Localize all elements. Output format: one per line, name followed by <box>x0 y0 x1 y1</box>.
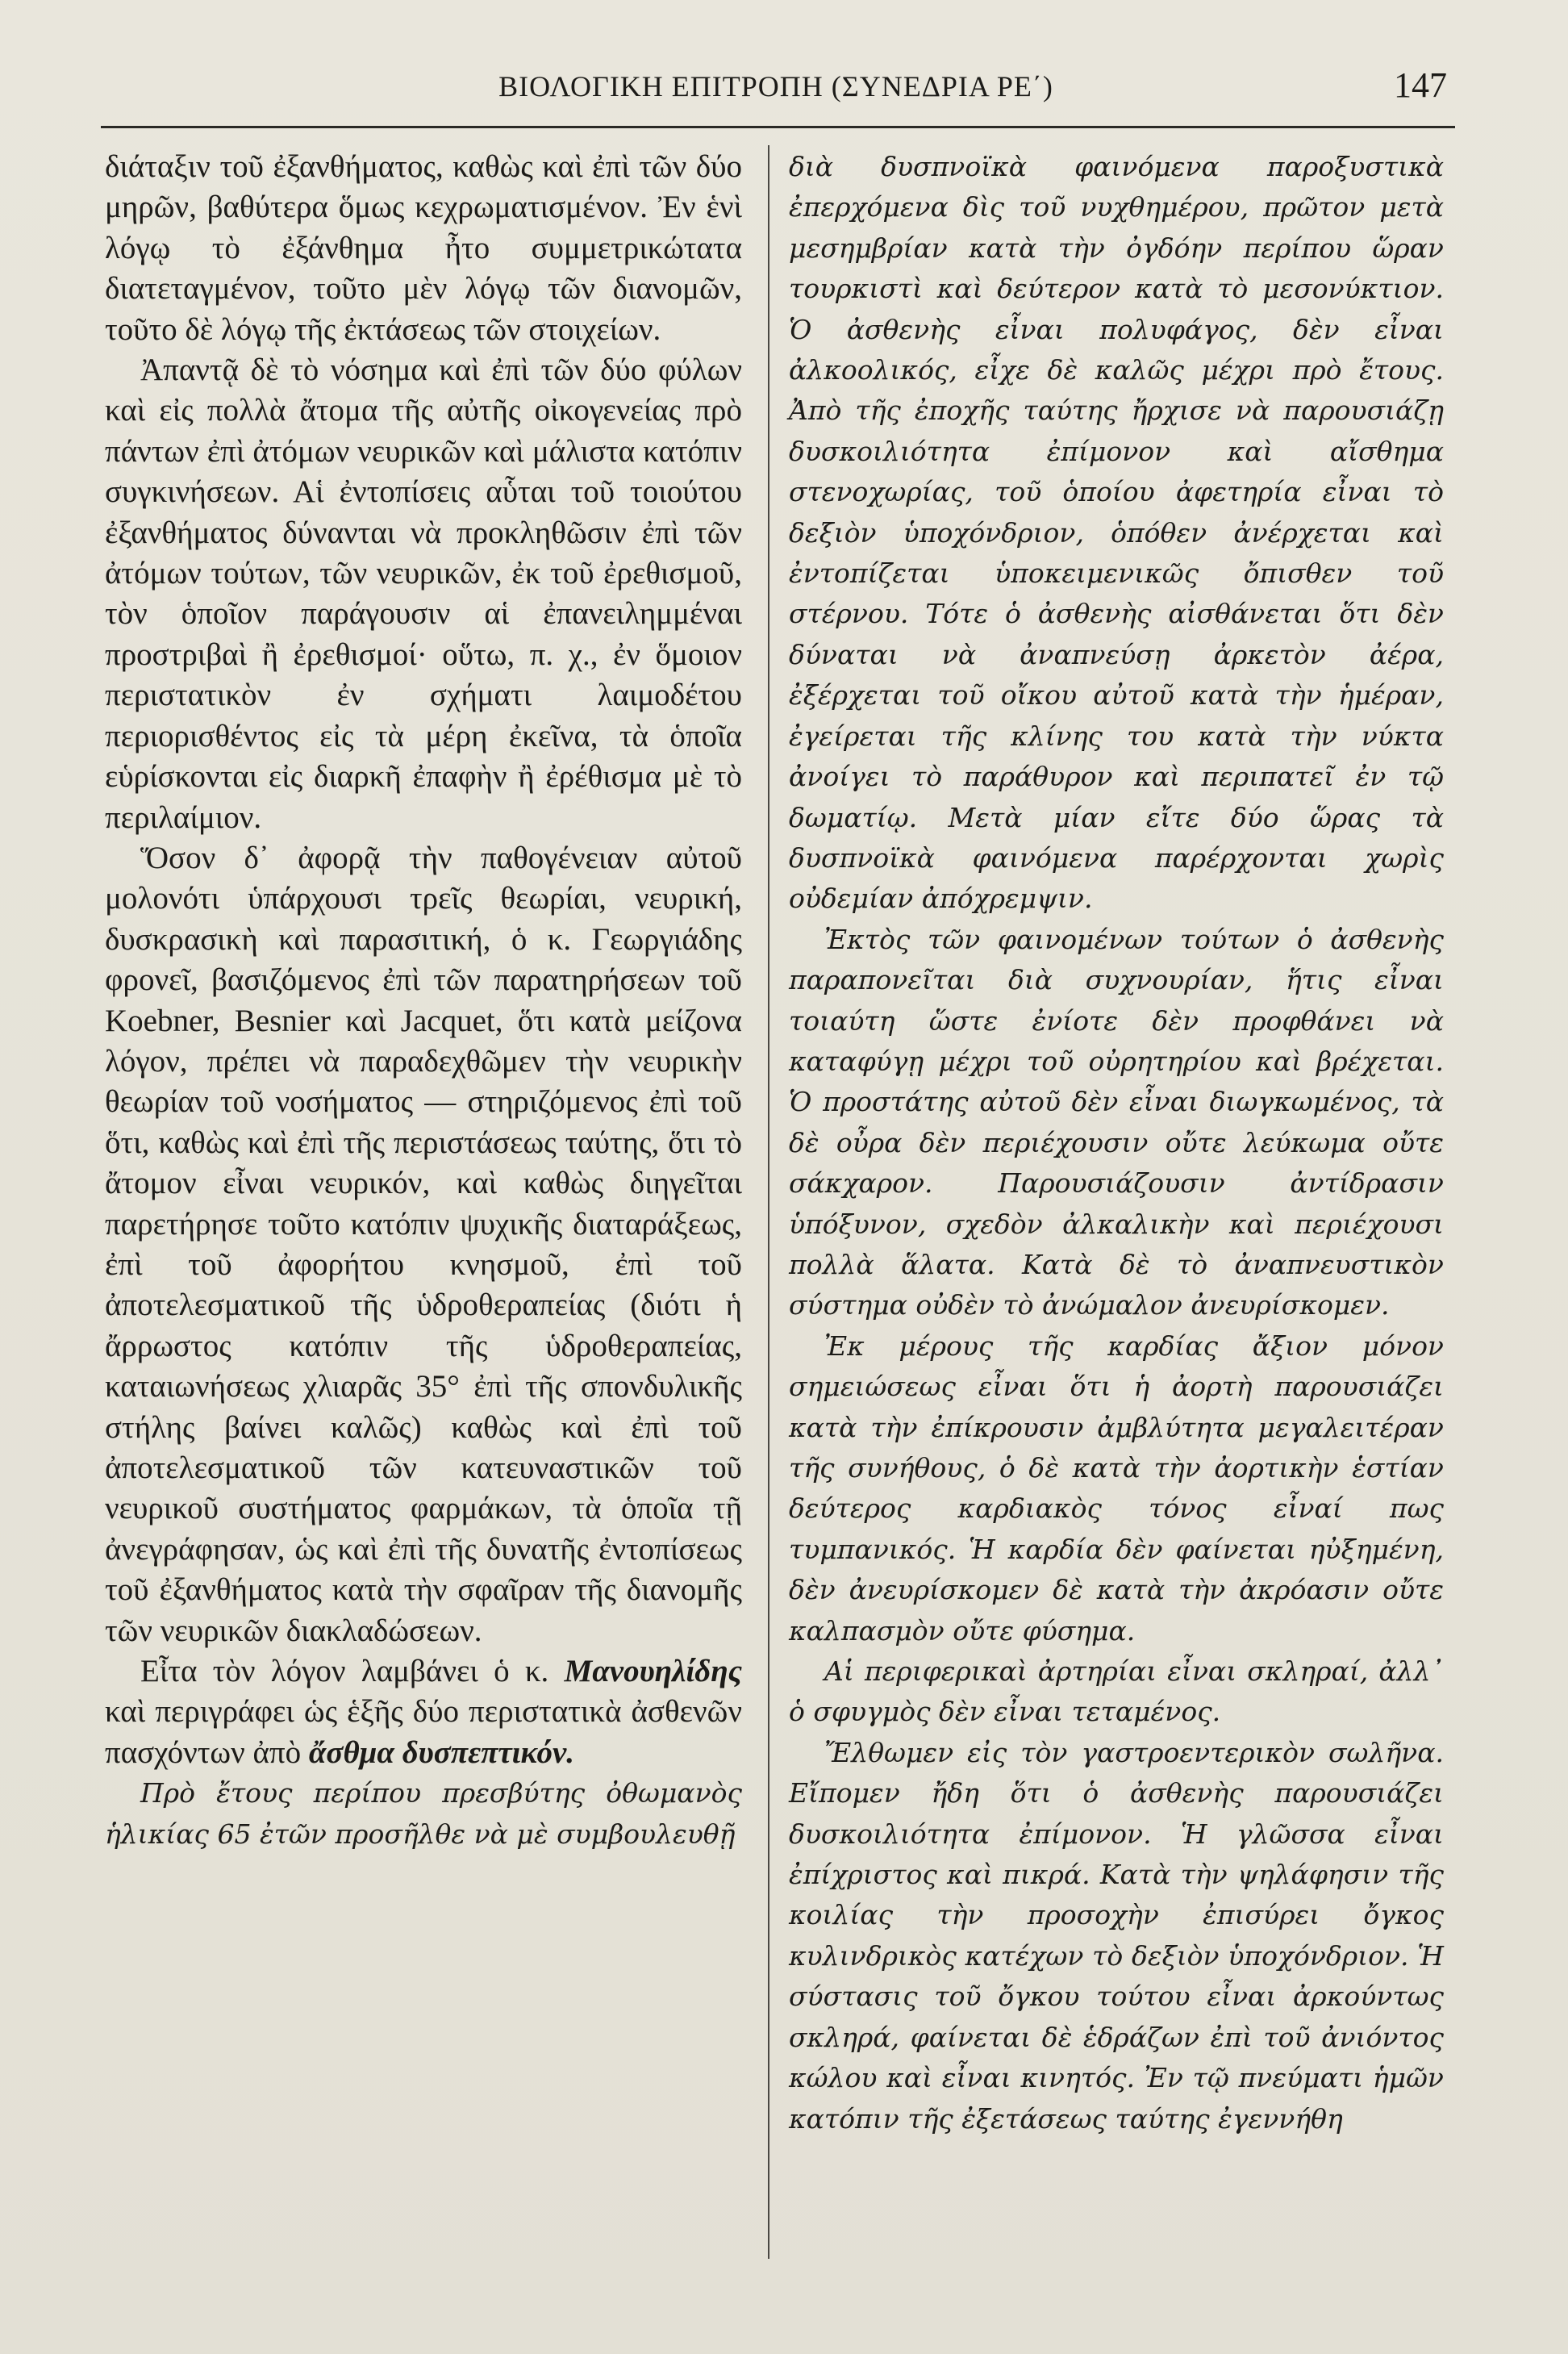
left-paragraph-1: διάταξιν τοῦ ἐξανθήματος, καθὼς καὶ ἐπὶ τῶν δύο μηρῶν, βαθύτερα ὅμως κεχρωματισμένον. Ἐν ἑνὶ λόγῳ τὸ ἐξάνθημα ἦτο συμμετρικώτατα διατεταγμένον, τοῦτο μὲν λόγῳ τῶν διανομῶν, τοῦτο δὲ λόγῳ τῆς ἐκτάσεως τῶν στοιχείων. <box>105 149 742 347</box>
left-column <box>105 147 742 1855</box>
page-number: 147 <box>1394 65 1447 105</box>
running-head-title: ΒΙΟΛΟΓΙΚΗ ΕΠΙΤΡΟΠΗ (ΣΥΝΕΔΡΙΑ ΡΕ΄) <box>498 70 1053 102</box>
speaker-intro: Εἶτα τὸν λόγον λαμβάνει ὁ κ. <box>140 1654 549 1689</box>
left-paragraph-3: Ὅσον δ᾽ ἀφορᾷ τὴν παθογένειαν αὐτοῦ μολονότι ὑπάρχουσι τρεῖς θεωρίαι, νευρική, δυσκρασικὴ καὶ παρασιτική, ὁ κ. Γεωργιάδης φρονεῖ, βασιζόμενος ἐπὶ τῶν παρατηρήσεων τοῦ Koebner, Besnier καὶ Jacquet, ὅτι κατὰ μείζονα λόγον, πρέπει νὰ παραδεχθῶμεν τὴν νευρικὴν θεωρίαν τοῦ νοσήματος — στηριζόμενος ἐπὶ τοῦ ὅτι, καθὼς καὶ ἐπὶ τῆς περιστάσεως ταύτης, ὅτι τὸ ἄτομον εἶναι νευρικόν, καὶ καθὼς διηγεῖται παρετήρησε τοῦτο κατόπιν ψυχικῆς διαταράξεως, ἐπὶ τοῦ ἀφορήτου κνησμοῦ, ἐπὶ τοῦ ἀποτελεσματικοῦ τῆς ὑδροθεραπείας (διότι ἡ ἄρρωστος κατόπιν τῆς ὑδροθεραπείας, καταιωνήσεως χλιαρᾶς 35° ἐπὶ τῆς σπονδυλικῆς στήλης βαίνει καλῶς) καθὼς καὶ ἐπὶ τοῦ ἀποτελεσματικοῦ τῶν κατευναστικῶν τοῦ νευρικοῦ συστήματος φαρμάκων, τὰ ὁποῖα τῇ ἀνεγράφησαν, ὡς καὶ ἐπὶ τῆς δυνατῆς ἐντοπίσεως τοῦ ἐξανθήματος κατὰ τὴν σφαῖραν τῆς διανομῆς τῶν νευρικῶν διακλαδώσεων. <box>105 840 742 1648</box>
right-paragraph-4: Αἱ περιφερικαὶ ἀρτηρίαι εἶναι σκληραί, ἀλλ᾽ ὁ σφυγμὸς δὲν εἶναι τεταμένος. <box>789 1655 1444 1728</box>
right-paragraph-2: Ἐκτὸς τῶν φαινομένων τούτων ὁ ἀσθενὴς παραπονεῖται διὰ συχνουρίαν, ἥτις εἶναι τοιαύτη ὥστε ἐνίοτε δὲν προφθάνει νὰ καταφύγῃ μέχρι τοῦ οὐρητηρίου καὶ βρέχεται. Ὁ προστάτης αὐτοῦ δὲν εἶναι διωγκωμένος, τὰ δὲ οὖρα δὲν περιέχουσιν οὔτε λεύκωμα οὔτε σάκχαρον. Παρουσιάζουσιν ἀντίδρασιν ὑπόξυνον, σχεδὸν ἀλκαλικὴν καὶ περιέχουσι πολλὰ ἅλατα. Κατὰ δὲ τὸ ἀναπνευστικὸν σύστημα οὐδὲν τὸ ἀνώμαλον ἀνευρίσκομεν. <box>789 923 1444 1321</box>
column-divider <box>768 145 769 2259</box>
left-paragraph-2: Ἀπαντᾷ δὲ τὸ νόσημα καὶ ἐπὶ τῶν δύο φύλων καὶ εἰς πολλὰ ἄτομα τῆς αὐτῆς οἰκογενείας πρὸ πάντων ἐπὶ ἀτόμων νευρικῶν καὶ μάλιστα κατόπιν συγκινήσεων. Αἱ ἐντοπίσεις αὗται τοῦ τοιούτου ἐξανθήματος δύνανται νὰ προκληθῶσιν ἐπὶ τῶν ἀτόμων τούτων, τῶν νευρικῶν, ἐκ τοῦ ἐρεθισμοῦ, τὸν ὁποῖον παράγουσιν αἱ ἐπανειλημμέναι προστριβαὶ ἢ ἐρεθισμοί· οὕτω, π. χ., ἐν ὅμοιον περιστατικὸν ἐν σχήματι λαιμοδέτου περιορισθέντος εἰς τὰ μέρη ἐκεῖνα, τὰ ὁποῖα εὑρίσκονται εἰς διαρκῆ ἐπαφὴν ἢ ἐρέθισμα μὲ τὸ περιλαίμιον. <box>105 353 742 835</box>
header-rule <box>101 126 1455 128</box>
speaker-name: Μανουηλίδης <box>564 1654 742 1689</box>
right-column <box>789 147 1444 2139</box>
right-paragraph-1: διὰ δυσπνοϊκὰ φαινόμενα παροξυστικὰ ἐπερχόμενα δὶς τοῦ νυχθημέρου, πρῶτον μετὰ μεσημβρίαν κατὰ τὴν ὀγδόην περίπου ὥραν τουρκιστὶ καὶ δεύτερον κατὰ τὸ μεσονύκτιον. Ὁ ἀσθενὴς εἶναι πολυφάγος, δὲν εἶναι ἀλκοολικός, εἶχε δὲ καλῶς μέχρι πρὸ ἔτους. Ἀπὸ τῆς ἐποχῆς ταύτης ἤρχισε νὰ παρουσιάζῃ δυσκοιλιότητα ἐπίμονον καὶ αἴσθημα στενοχωρίας, τοῦ ὁποίου ἀφετηρία εἶναι τὸ δεξιὸν ὑποχόνδριον, ὁπόθεν ἀνέρχεται καὶ ἐντοπίζεται ὑποκειμενικῶς ὄπισθεν τοῦ στέρνου. Τότε ὁ ἀσθενὴς αἰσθάνεται ὅτι δὲν δύναται νὰ ἀναπνεύσῃ ἀρκετὸν ἀέρα, ἐξέρχεται τοῦ οἴκου αὐτοῦ κατὰ τὴν ἡμέραν, ἐγείρεται τῆς κλίνης του κατὰ τὴν νύκτα ἀνοίγει τὸ παράθυρον καὶ περιπατεῖ ἐν τῷ δωματίῳ. Μετὰ μίαν εἴτε δύο ὥρας τὰ δυσπνοϊκὰ φαινόμενα παρέρχονται χωρὶς οὐδεμίαν ἀπόχρεμψιν. <box>789 151 1444 915</box>
left-paragraph-4 <box>105 1651 742 1773</box>
disease-term: ἄσθμα δυσπεπτικόν. <box>308 1734 575 1770</box>
right-paragraph-5: Ἔλθωμεν εἰς τὸν γαστροεντερικὸν σωλῆνα. Εἴπομεν ἤδη ὅτι ὁ ἀσθενὴς παρουσιάζει δυσκοιλιότητα ἐπίμονον. Ἡ γλῶσσα εἶναι ἐπίχριστος καὶ πικρά. Κατὰ τὴν ψηλάφησιν τῆς κοιλίας τὴν προσοχὴν ἐπισύρει ὄγκος κυλινδρικὸς κατέχων τὸ δεξιὸν ὑποχόνδριον. Ἡ σύστασις τοῦ ὄγκου τούτου εἶναι ἀρκούντως σκληρά, φαίνεται δὲ ἑδράζων ἐπὶ τοῦ ἀνιόντος κώλου καὶ εἶναι κινητός. Ἐν τῷ πνεύματι ἡμῶν κατόπιν τῆς ἐξετάσεως ταύτης ἐγεννήθη <box>789 1736 1444 2135</box>
left-paragraph-5: Πρὸ ἔτους περίπου πρεσβύτης ὀθωμανὸς ἡλικίας 65 ἐτῶν προσῆλθε νὰ μὲ συμβουλευθῇ <box>105 1777 742 1850</box>
running-head <box>105 63 1447 119</box>
case-intro: καὶ περιγράφει ὡς ἑξῆς δύο περιστατικὰ ἀσθενῶν πασχόντων ἀπὸ <box>105 1694 742 1770</box>
right-paragraph-3: Ἐκ μέρους τῆς καρδίας ἄξιον μόνον σημειώσεως εἶναι ὅτι ἡ ἀορτὴ παρουσιάζει κατὰ τὴν ἐπίκρουσιν ἀμβλύτητα μεγαλειτέραν τῆς συνήθους, ὁ δὲ κατὰ τὴν ἀορτικὴν ἑστίαν δεύτερος καρδιακὸς τόνος εἶναί πως τυμπανικός. Ἡ καρδία δὲν φαίνεται ηὐξημένη, δὲν ἀνευρίσκομεν δὲ κατὰ τὴν ἀκρόασιν οὔτε καλπασμὸν οὔτε φύσημα. <box>789 1329 1444 1647</box>
